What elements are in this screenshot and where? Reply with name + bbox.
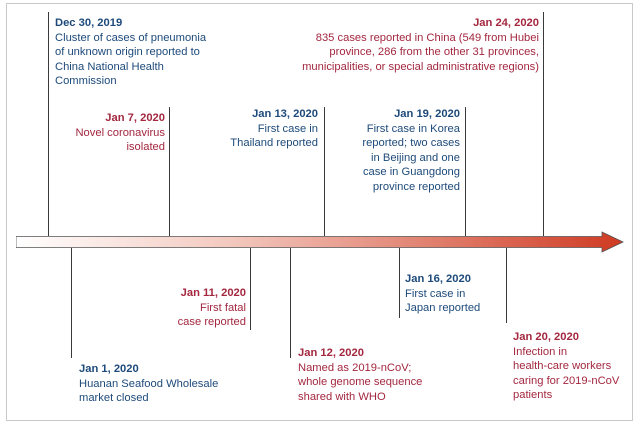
event-text: First case in Japan reported [405,287,481,315]
event-date: Jan 13, 2020 [252,108,318,120]
event-jan20 [513,330,619,403]
event-text: Novel coronavirus isolated [75,126,165,154]
event-text: Named as 2019-nCoV; whole genome sequence shared with WHO [298,361,423,403]
connector-jan19 [465,107,466,236]
event-date: Jan 11, 2020 [180,287,246,299]
connector-jan24 [543,12,544,236]
event-text: First fatal case reported [177,301,246,329]
connector-jan13 [324,107,325,236]
timeline-arrow [16,231,624,253]
event-text: Infection in health-care workers caring for 2019-nCoV patients [513,345,620,402]
event-jan7 [75,111,165,155]
connector-dec30 [48,12,49,236]
event-date: Jan 1, 2020 [79,363,139,375]
event-jan1 [79,362,218,406]
event-date: Jan 7, 2020 [105,112,165,124]
connector-jan16 [399,248,400,318]
connector-jan7 [169,107,170,236]
connector-jan11 [250,248,251,330]
event-dec30 [55,16,206,89]
event-date: Jan 16, 2020 [405,273,471,285]
connector-jan1 [71,248,72,358]
event-date: Jan 19, 2020 [394,108,460,120]
event-date: Jan 12, 2020 [298,347,364,359]
event-jan16 [405,272,480,316]
event-date: Jan 20, 2020 [513,331,579,343]
event-text: First case in Korea reported; two cases in Beijing and one case in Guangdong province reported [362,122,460,193]
connector-jan12 [290,248,291,358]
event-jan12 [298,346,422,404]
event-date: Jan 24, 2020 [473,17,539,29]
event-text: Cluster of cases of pneumonia of unknown origin reported to China National Health Commission [55,31,207,88]
event-jan19 [362,107,460,195]
event-jan13 [230,107,318,151]
event-jan24 [302,16,539,74]
connector-jan20 [506,248,507,323]
event-text: 835 cases reported in China (549 from Hubei province, 286 from the other 31 provinces, municipalities, or special administrative regions) [302,31,539,73]
event-text: Huanan Seafood Wholesale market closed [79,377,219,405]
event-text: First case in Thailand reported [230,122,318,150]
event-jan11 [178,286,246,330]
event-date: Dec 30, 2019 [55,17,123,29]
